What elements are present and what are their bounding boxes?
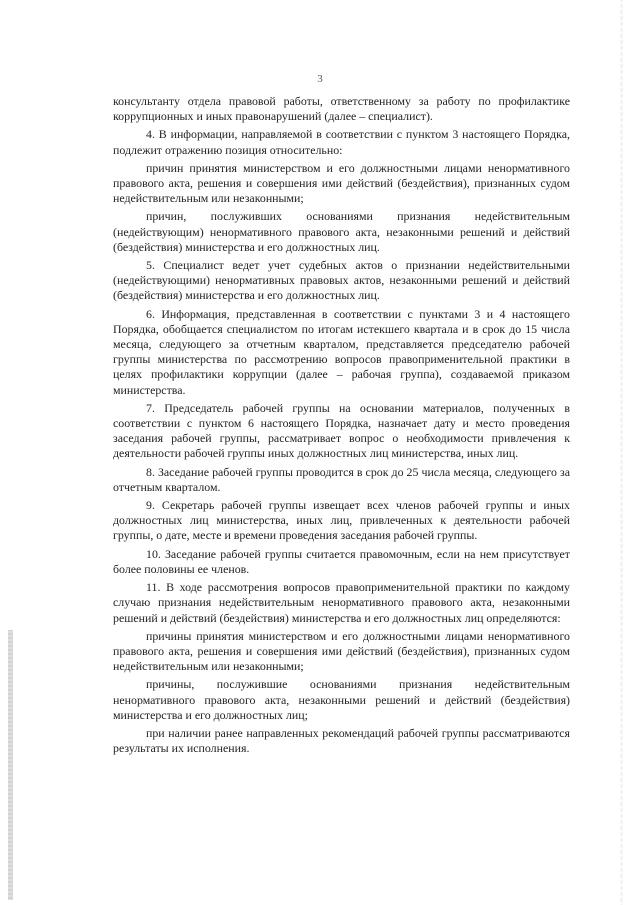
- paragraph: причины, послужившие основаниями признания недействительным ненормативного правового акта, незаконными решений и действий (бездействия) министерства и его должностных лиц;: [113, 677, 570, 722]
- scan-edge-artifact: [620, 0, 623, 905]
- paragraph: 9. Секретарь рабочей группы извещает всех членов рабочей группы и иных должностных лиц министерства, иных лиц, привлеченных к деятельности рабочей группы, о дате, месте и времени проведения заседания рабочей группы.: [113, 498, 570, 543]
- paragraph: консультанту отдела правовой работы, ответственному за работу по профилактике коррупционных и иных правонарушений (далее – специалист).: [113, 94, 570, 124]
- paragraph: причин, послуживших основаниями признания недействительным (недействующим) ненормативного правового акта, незаконными решений и действий (бездействия) министерства и его должностных лиц.: [113, 209, 570, 254]
- paragraph: 11. В ходе рассмотрения вопросов правоприменительной практики по каждому случаю признания недействительным ненормативного правового акта, незаконными решений и действий (бездействия) министерства и его должностных лиц определяются:: [113, 580, 570, 625]
- paragraph: 6. Информация, представленная в соответствии с пунктами 3 и 4 настоящего Порядка, обобщается специалистом по итогам истекшего квартала и в срок до 15 числа месяца, следующего за отчетным кварталом, представляется председателю рабочей группы министерства по рассмотрению вопросов правоприменительной практики в целях профилактики коррупции (далее – рабочая группа), создаваемой приказом министерства.: [113, 306, 570, 397]
- paragraph: при наличии ранее направленных рекомендаций рабочей группы рассматриваются результаты их исполнения.: [113, 725, 570, 756]
- paragraph: 7. Председатель рабочей группы на основании материалов, полученных в соответствии с пунктом 6 настоящего Порядка, назначает дату и место проведения заседания рабочей группы, рассматривает вопрос о необходимости привлечения к деятельности рабочей группы иных должностных лиц министерства, иных лиц.: [113, 400, 570, 461]
- paragraph: 8. Заседание рабочей группы проводится в срок до 25 числа месяца, следующего за отчетным кварталом.: [113, 464, 570, 494]
- paragraph: 4. В информации, направляемой в соответствии с пунктом 3 настоящего Порядка, подлежит отражению позиция относительно:: [113, 127, 570, 157]
- paragraph: 10. Заседание рабочей группы считается правомочным, если на нем присутствует более половины ее членов.: [113, 546, 570, 576]
- scan-edge-artifact: [8, 630, 13, 900]
- paragraph: причин принятия министерством и его должностными лицами ненормативного правового акта, решения и совершения ими действий (бездействия), признанных судом недействительным или незаконными;: [113, 160, 570, 206]
- document-body: [113, 94, 570, 756]
- paragraph: причины принятия министерством и его должностными лицами ненормативного правового акта, решения и совершения ими действий (бездействия), признанных судом недействительным или незаконными;: [113, 628, 570, 674]
- paragraph: 5. Специалист ведет учет судебных актов о признании недействительными (недействующими) ненормативных правовых актов, незаконными решений и действий (бездействия) министерства и его должностных лиц.: [113, 258, 570, 303]
- page-number: 3: [317, 73, 323, 85]
